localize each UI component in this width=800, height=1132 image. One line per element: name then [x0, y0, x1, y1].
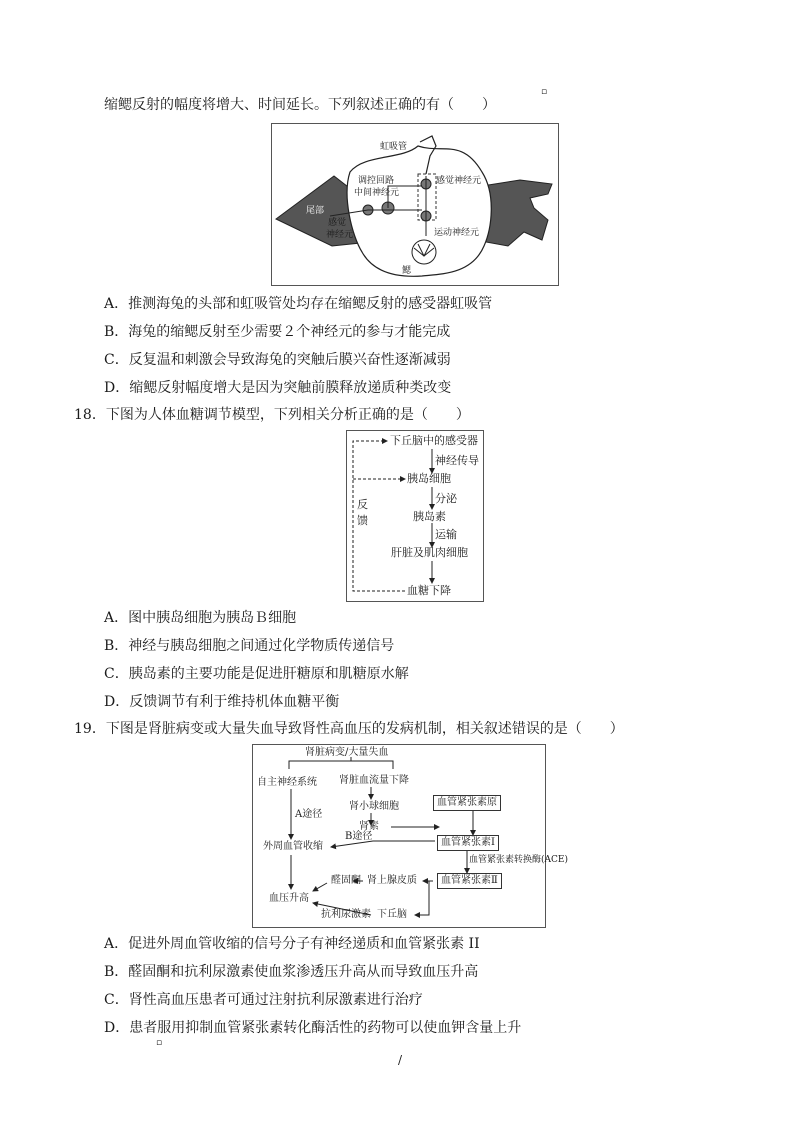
node-autonomic: 自主神经系统 [257, 777, 317, 788]
label-sensory-right: 感觉神经元 [436, 176, 482, 186]
corner-mark-bottom: ▫ [156, 1038, 163, 1048]
node-bp-up: 血压升高 [269, 893, 309, 904]
node-ang2: 血管紧张素Ⅱ [437, 873, 502, 889]
q19-figure [252, 744, 568, 928]
node-insulin: 胰岛素 [413, 510, 446, 523]
node-liver-muscle: 肝脏及肌肉细胞 [391, 546, 468, 559]
node-adrenal-cortex: 肾上腺皮质 [367, 875, 417, 886]
q18-option-b: B．神经与胰岛细胞之间通过化学物质传递信号 [104, 638, 395, 654]
node-angiotensinogen: 血管紧张素原 [433, 795, 501, 811]
edge-transport: 运输 [435, 528, 457, 541]
q18-option-d: D．反馈调节有利于维持机体血糖平衡 [104, 694, 340, 710]
label-gill: 鳃 [402, 266, 412, 276]
feedback-label-2: 馈 [357, 514, 368, 527]
node-glucose-down: 血糖下降 [407, 584, 451, 597]
label-interneuron: 中间神经元 [354, 188, 400, 198]
q18-option-c: C．胰岛素的主要功能是促进肝糖原和肌糖原水解 [104, 666, 409, 682]
node-islet-cells: 胰岛细胞 [407, 472, 451, 485]
node-hypothalamus: 下丘脑 [377, 909, 407, 920]
node-adh: 抗利尿激素 [321, 909, 371, 920]
node-juxta-cells: 肾小球细胞 [349, 801, 399, 812]
label-tail: 尾部 [306, 206, 325, 216]
page-footer: / [398, 1053, 403, 1067]
q18-option-a: A．图中胰岛细胞为胰岛Ｂ细胞 [104, 610, 297, 626]
q17-figure [271, 123, 559, 286]
label-motor: 运动神经元 [434, 228, 480, 238]
edge-nerve-conduction: 神经传导 [435, 454, 479, 467]
node-ace: 血管紧张素转换酶(ACE) [469, 855, 568, 865]
edge-secrete: 分泌 [435, 492, 457, 505]
label-path-b: B途径 [345, 831, 373, 842]
q17-option-d: D．缩鳃反射幅度增大是因为突触前膜释放递质种类改变 [104, 380, 452, 396]
q19-stem: 19．下图是肾脏病变或大量失血导致肾性高血压的发病机制，相关叙述错误的是（ ） [74, 721, 624, 737]
q19-option-d: D．患者服用抑制血管紧张素转化酶活性的药物可以使血钾含量上升 [104, 1020, 522, 1036]
feedback-label-1: 反 [357, 498, 368, 511]
q18-figure [346, 430, 484, 602]
label-circuit: 调控回路 [358, 176, 395, 186]
node-aldosterone: 醛固酮 [331, 875, 361, 886]
node-renal-disease: 肾脏病变/大量失血 [305, 747, 389, 758]
q19-option-b: B．醛固酮和抗利尿激素使血浆渗透压升高从而导致血压升高 [104, 964, 479, 980]
q19-option-c: C．肾性高血压患者可通过注射抗利尿激素进行治疗 [104, 992, 423, 1008]
node-flow-down: 肾脏血流量下降 [339, 775, 409, 786]
q17-stem: 缩鳃反射的幅度将增大、时间延长。下列叙述正确的有（ ） [104, 97, 496, 113]
corner-mark: ▫ [541, 87, 548, 97]
node-ang1: 血管紧张素Ⅰ [437, 835, 499, 851]
node-renin: 肾素 [359, 821, 379, 832]
node-hypothalamus-receptor: 下丘脑中的感受器 [390, 434, 478, 447]
label-path-a: A途径 [295, 809, 323, 820]
q17-option-c: C．反复温和刺激会导致海兔的突触后膜兴奋性逐渐减弱 [104, 352, 451, 368]
q17-option-a: A．推测海兔的头部和虹吸管处均存在缩鳃反射的感受器虹吸管 [104, 296, 493, 312]
node-vasoconstriction: 外周血管收缩 [263, 841, 323, 852]
label-sensory-left-1: 感觉 [328, 218, 347, 228]
label-sensory-left-2: 神经元 [326, 230, 354, 240]
q18-stem: 18．下图为人体血糖调节模型，下列相关分析正确的是（ ） [74, 407, 470, 423]
label-siphon: 虹吸管 [380, 142, 408, 152]
q17-option-b: B．海兔的缩鳃反射至少需要２个神经元的参与才能完成 [104, 324, 451, 340]
q19-option-a: A．促进外周血管收缩的信号分子有神经递质和血管紧张素 II [104, 936, 480, 952]
aplysia-diagram [272, 124, 558, 285]
